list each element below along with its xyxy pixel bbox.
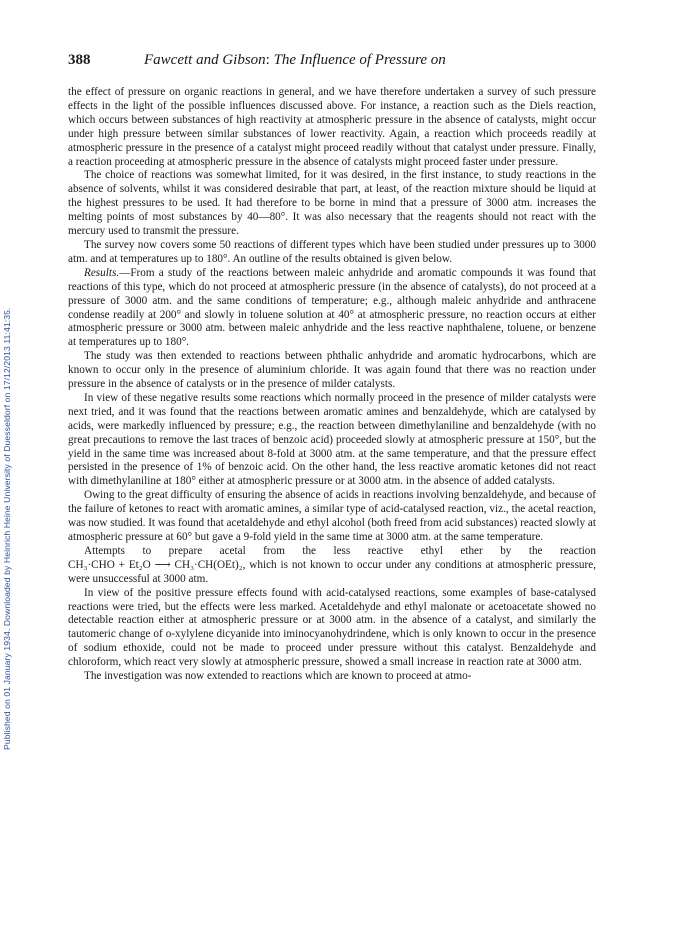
reaction-equation: CH₃·CHO + Et₂O ⟶ CH₃·CH(OEt)₂, (68, 558, 246, 571)
page-number: 388 (68, 52, 91, 68)
download-watermark (0, 150, 18, 750)
results-dash: — (119, 266, 131, 279)
page-header (68, 52, 596, 74)
paragraph-continuation: the effect of pressure on organic reactions in general, and we have therefore undertaken a survey of such pressure effects in the light of the possible influences discussed above. For instance, a reaction such as the Diels reaction, which occurs between substances of high reactivity at atmospheric pressure in the absence of catalysts, might occur under high pressure between similar substances of lower reactivity. Again, a reaction which proceeds readily at atmospheric pressure in the presence of a catalyst might proceed readily without that catalyst under pressure. Finally, a reaction proceeding at atmospheric pressure in the absence of catalysts might proceed faster under pressure. (68, 86, 596, 168)
paragraph-phthalic-anhydride: The study was then extended to reactions between phthalic anhydride and aromatic hydrocarbons, which are known to occur only in the presence of aluminium chloride. It was again found that there was no reaction under pressure in the absence of catalysts or in the presence of milder catalysts. (68, 350, 596, 391)
paragraph-investigation: The investigation was now extended to reactions which are known to proceed at atmo- (84, 670, 472, 683)
results-text: From a study of the reactions between maleic anhydride and aromatic compounds it was found that reactions of this type, which do not proceed at atmospheric pressure (in the absence of catalysts), do not proceed at a pressure of 3000 atm. and the same conditions of temperature; e.g., although maleic anhydride and anthracene condense readily at 200° and slowly in toluene solution at 40° at atmospheric pressure, no reaction occurs at either atmospheric pressure or 3000 atm. between maleic anhydride and the less reactive naphthalene, toluene, or benzene at temperatures up to 180°. (68, 266, 596, 349)
running-head-title: The Influence of Pressure on (273, 52, 446, 68)
download-notice: Published on 01 January 1934. Downloaded by Heinrich Heine University of Duesseldorf on 17/12/2013 11:41:35. (2, 307, 12, 750)
ethyl-ether-outcome: which is not known to occur under any conditions at atmospheric pressure, were unsuccessful at 3000 atm. (68, 558, 597, 585)
running-head-authors: Fawcett and Gibson (144, 52, 266, 68)
ethyl-ether-intro: Attempts to prepare acetal from the less reactive ethyl ether by the reaction (84, 544, 596, 557)
paragraph-acetal-reaction: Owing to the great difficulty of ensuring the absence of acids in reactions involving benzaldehyde, and because of the failure of ketones to react with aromatic amines, a similar type of acid-catalysed reaction, viz., the acetal reaction, was now studied. It was found that acetaldehyde and ethyl alcohol (both freed from acid substances) reacted slowly at atmospheric pressure at 60° but gave a 9-fold yield in the same time at 3000 atm. at the same temperature. (68, 489, 596, 543)
running-head (144, 52, 446, 69)
running-head-separator: : (265, 52, 270, 68)
paragraph-results (68, 267, 596, 350)
results-heading: Results. (84, 266, 120, 279)
paragraph-survey: The survey now covers some 50 reactions of different types which have been studied under pressures up to 3000 atm. and at temperatures up to 180°. An outline of the results obtained is given below. (68, 238, 596, 265)
paragraph-base-catalysed: In view of the positive pressure effects found with acid-catalysed reactions, some examples of base-catalysed reactions were tried, but the effects were less marked. Acetaldehyde and ethyl malonate or acetoacetate showed no detectable reaction either at atmospheric pressure or at 3000 atm. in the absence of a catalyst, and similarly the tautomeric change of o-xylylene dicyanide into iminocyanohydrindene, which is only known to occur in the presence of sodium ethoxide, could not be made to proceed under pressure without this catalyst. Benzaldehyde and chloroform, which react very slowly at atmospheric pressure, showed a small increase in reaction rate at 3000 atm. (68, 586, 596, 669)
article-body (68, 86, 596, 684)
paragraph-aromatic-amines: In view of these negative results some reactions which normally proceed in the presence of milder catalysts were next tried, and it was found that the reactions between aromatic amines and benzaldehyde, which are catalysed by acids, were markedly influenced by pressure; e.g., the reaction between dimethylaniline and benzaldehyde (with no great precautions to remove the last traces of benzoic acid) proceeded slowly at atmospheric pressure at 150°, but the yield in the same time was increased about 8-fold at 3000 atm. at the same temperature, and that the pressure effect persisted in the presence of 1% of benzoic acid. On the other hand, the less reactive aromatic ketones did not react with dimethylaniline at 180° either at atmospheric pressure or at 3000 atm. in the absence of added catalysts. (68, 391, 596, 488)
paragraph-choice-of-reactions: The choice of reactions was somewhat limited, for it was desired, in the first instance, to study reactions in the absence of solvents, whilst it was considered desirable that part, at least, of the reaction mixture should be liquid at the highest pressures to be used. It had therefore to be borne in mind that a pressure of 3000 atm. increases the melting points of most substances by 40—80°. It was also necessary that the reagents should not react with the mercury used to transmit the pressure. (68, 169, 596, 238)
paragraph-ethyl-ether (68, 545, 596, 587)
